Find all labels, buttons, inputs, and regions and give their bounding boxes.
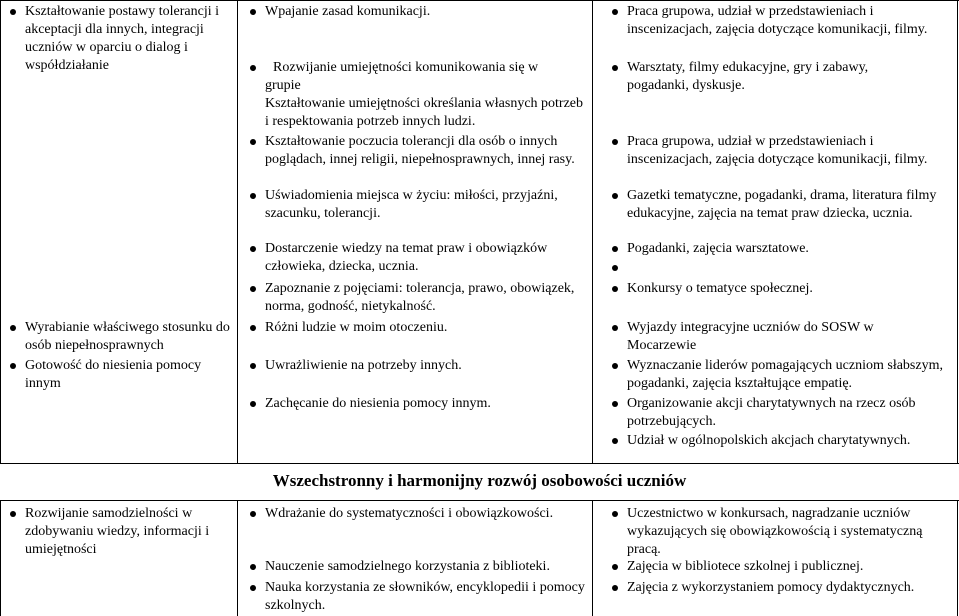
bullet-icon	[612, 585, 618, 591]
method-item	[627, 280, 937, 298]
method-text: Wyjazdy integracyjne uczniów do SOSW w Mocarzewie	[627, 320, 874, 353]
task-text: Zapoznanie z pojęciami: tolerancja, prawo, obowiązek, norma, godność, nietykalność.	[265, 281, 575, 314]
section-header: Wszechstronny i harmonijny rozwój osobowości uczniów	[272, 471, 687, 490]
method-item	[627, 187, 937, 223]
bullet-icon	[10, 325, 16, 331]
task-item	[265, 558, 590, 576]
method-text: Konkursy o tematyce społecznej.	[627, 281, 813, 296]
method-text: Zajęcia z wykorzystaniem pomocy dydaktycznych.	[627, 580, 915, 595]
method-text: Warsztaty, filmy edukacyjne, gry i zabawy, pogadanki, dyskusje.	[627, 60, 869, 93]
column-divider-goals-bottom	[237, 500, 238, 616]
bullet-icon	[250, 286, 256, 292]
task-text: Wpajanie zasad komunikacji.	[265, 4, 431, 19]
task-item	[265, 133, 585, 169]
method-item	[627, 240, 937, 258]
bullet-icon	[250, 325, 256, 331]
task-item	[265, 240, 585, 276]
task-item	[265, 395, 585, 413]
table-left-border	[0, 0, 1, 463]
bullet-icon	[612, 65, 618, 71]
task-item	[265, 95, 590, 131]
column-divider-tasks	[592, 0, 593, 463]
bullet-icon	[250, 401, 256, 407]
bullet-icon	[10, 363, 16, 369]
bullet-icon	[612, 511, 618, 517]
method-text: Organizowanie akcji charytatywnych na rzecz osób potrzebujących.	[627, 396, 916, 429]
bullet-icon	[612, 438, 618, 444]
task-text: Uświadomienia miejsca w życiu: miłości, przyjaźni, szacunku, tolerancji.	[265, 188, 558, 221]
goal-item	[25, 3, 235, 75]
task-text: Uwrażliwienie na potrzeby innych.	[265, 358, 462, 373]
method-item	[627, 558, 947, 576]
method-item	[627, 59, 917, 95]
task-text: Nauka korzystania ze słowników, encyklopedii i pomocy szkolnych.	[265, 580, 585, 613]
method-text: Gazetki tematyczne, pogadanki, drama, literatura filmy edukacyjne, zajęcia na temat praw dziecka, ucznia.	[627, 188, 937, 221]
bullet-icon	[250, 246, 256, 252]
task-text: Kształtowanie poczucia tolerancji dla osób o innych poglądach, innej religii, niepełnosprawnych, innej rasy.	[265, 134, 575, 167]
method-item	[627, 3, 937, 39]
task-item	[265, 357, 585, 375]
bullet-icon	[612, 401, 618, 407]
bullet-icon	[612, 9, 618, 15]
method-text: Zajęcia w bibliotece szkolnej i publicznej.	[627, 559, 864, 574]
bullet-icon	[612, 564, 618, 570]
table-top-border	[0, 0, 959, 1]
section-divider-top	[0, 463, 959, 464]
method-text: Uczestnictwo w konkursach, nagradzanie uczniów wykazujących się obowiązkowością i systematyczną pracą.	[627, 506, 923, 557]
bullet-icon	[250, 139, 256, 145]
method-text: Pogadanki, zajęcia warsztatowe.	[627, 241, 809, 256]
method-item	[627, 432, 947, 450]
task-text: Wdrażanie do systematyczności i obowiązkowości.	[265, 506, 554, 521]
table-right-border-bottom	[957, 500, 958, 616]
bullet-icon	[612, 265, 618, 271]
column-divider-tasks-bottom	[592, 500, 593, 616]
goal-item	[25, 319, 240, 355]
bullet-icon	[612, 193, 618, 199]
task-item	[265, 505, 590, 523]
goal-text: Rozwijanie samodzielności w zdobywaniu wiedzy, informacji i umiejętności	[25, 506, 210, 557]
method-item	[627, 395, 947, 431]
bullet-icon	[612, 325, 618, 331]
task-text: Zachęcanie do niesienia pomocy innym.	[265, 396, 491, 411]
bullet-icon	[250, 564, 256, 570]
goal-text: Wyrabianie właściwego stosunku do osób niepełnosprawnych	[25, 320, 230, 353]
goal-text: Gotowość do niesienia pomocy innym	[25, 358, 202, 391]
task-item	[265, 3, 585, 21]
method-item	[627, 357, 947, 393]
task-text: Kształtowanie umiejętności określania własnych potrzeb i respektowania potrzeb innych ludzi.	[265, 96, 584, 129]
bullet-icon	[612, 363, 618, 369]
bullet-icon	[250, 9, 256, 15]
method-item	[627, 579, 947, 597]
table-left-border-bottom	[0, 500, 1, 616]
method-text: Wyznaczanie liderów pomagających uczniom słabszym, pogadanki, zajęcia kształtujące empatię.	[627, 358, 943, 391]
method-item	[627, 505, 952, 559]
bullet-icon	[250, 363, 256, 369]
task-text: Rozwijanie umiejętności komunikowania się w grupie	[265, 60, 539, 93]
task-item	[265, 59, 585, 95]
method-item	[627, 133, 937, 169]
column-divider-goals	[237, 0, 238, 463]
method-text: Praca grupowa, udział w przedstawieniach i inscenizacjach, zajęcia dotyczące komunikacji, filmy.	[627, 4, 928, 37]
task-item	[265, 319, 585, 337]
bullet-icon	[612, 246, 618, 252]
section-divider-bottom	[0, 500, 959, 501]
goal-item	[25, 505, 235, 559]
bullet-icon	[250, 585, 256, 591]
goal-item	[25, 357, 225, 393]
task-item	[265, 280, 585, 316]
bullet-icon	[612, 286, 618, 292]
bullet-icon	[10, 9, 16, 15]
task-item	[265, 579, 585, 615]
bullet-icon	[250, 511, 256, 517]
task-text: Dostarczenie wiedzy na temat praw i obowiązków człowieka, dziecka, ucznia.	[265, 241, 548, 274]
bullet-icon	[250, 65, 256, 71]
bullet-icon	[10, 511, 16, 517]
table-right-border	[957, 0, 958, 463]
bullet-icon	[612, 139, 618, 145]
task-text: Różni ludzie w moim otoczeniu.	[265, 320, 448, 335]
task-item	[265, 187, 590, 223]
bullet-icon	[250, 193, 256, 199]
task-text: Nauczenie samodzielnego korzystania z biblioteki.	[265, 559, 550, 574]
goal-text: Kształtowanie postawy tolerancji i akceptacji dla innych, integracji uczniów w oparciu o dialog i współdziałanie	[25, 4, 219, 73]
method-text: Udział w ogólnopolskich akcjach charytatywnych.	[627, 433, 911, 448]
method-text: Praca grupowa, udział w przedstawieniach i inscenizacjach, zajęcia dotyczące komunikacji, filmy.	[627, 134, 928, 167]
method-item	[627, 319, 887, 355]
